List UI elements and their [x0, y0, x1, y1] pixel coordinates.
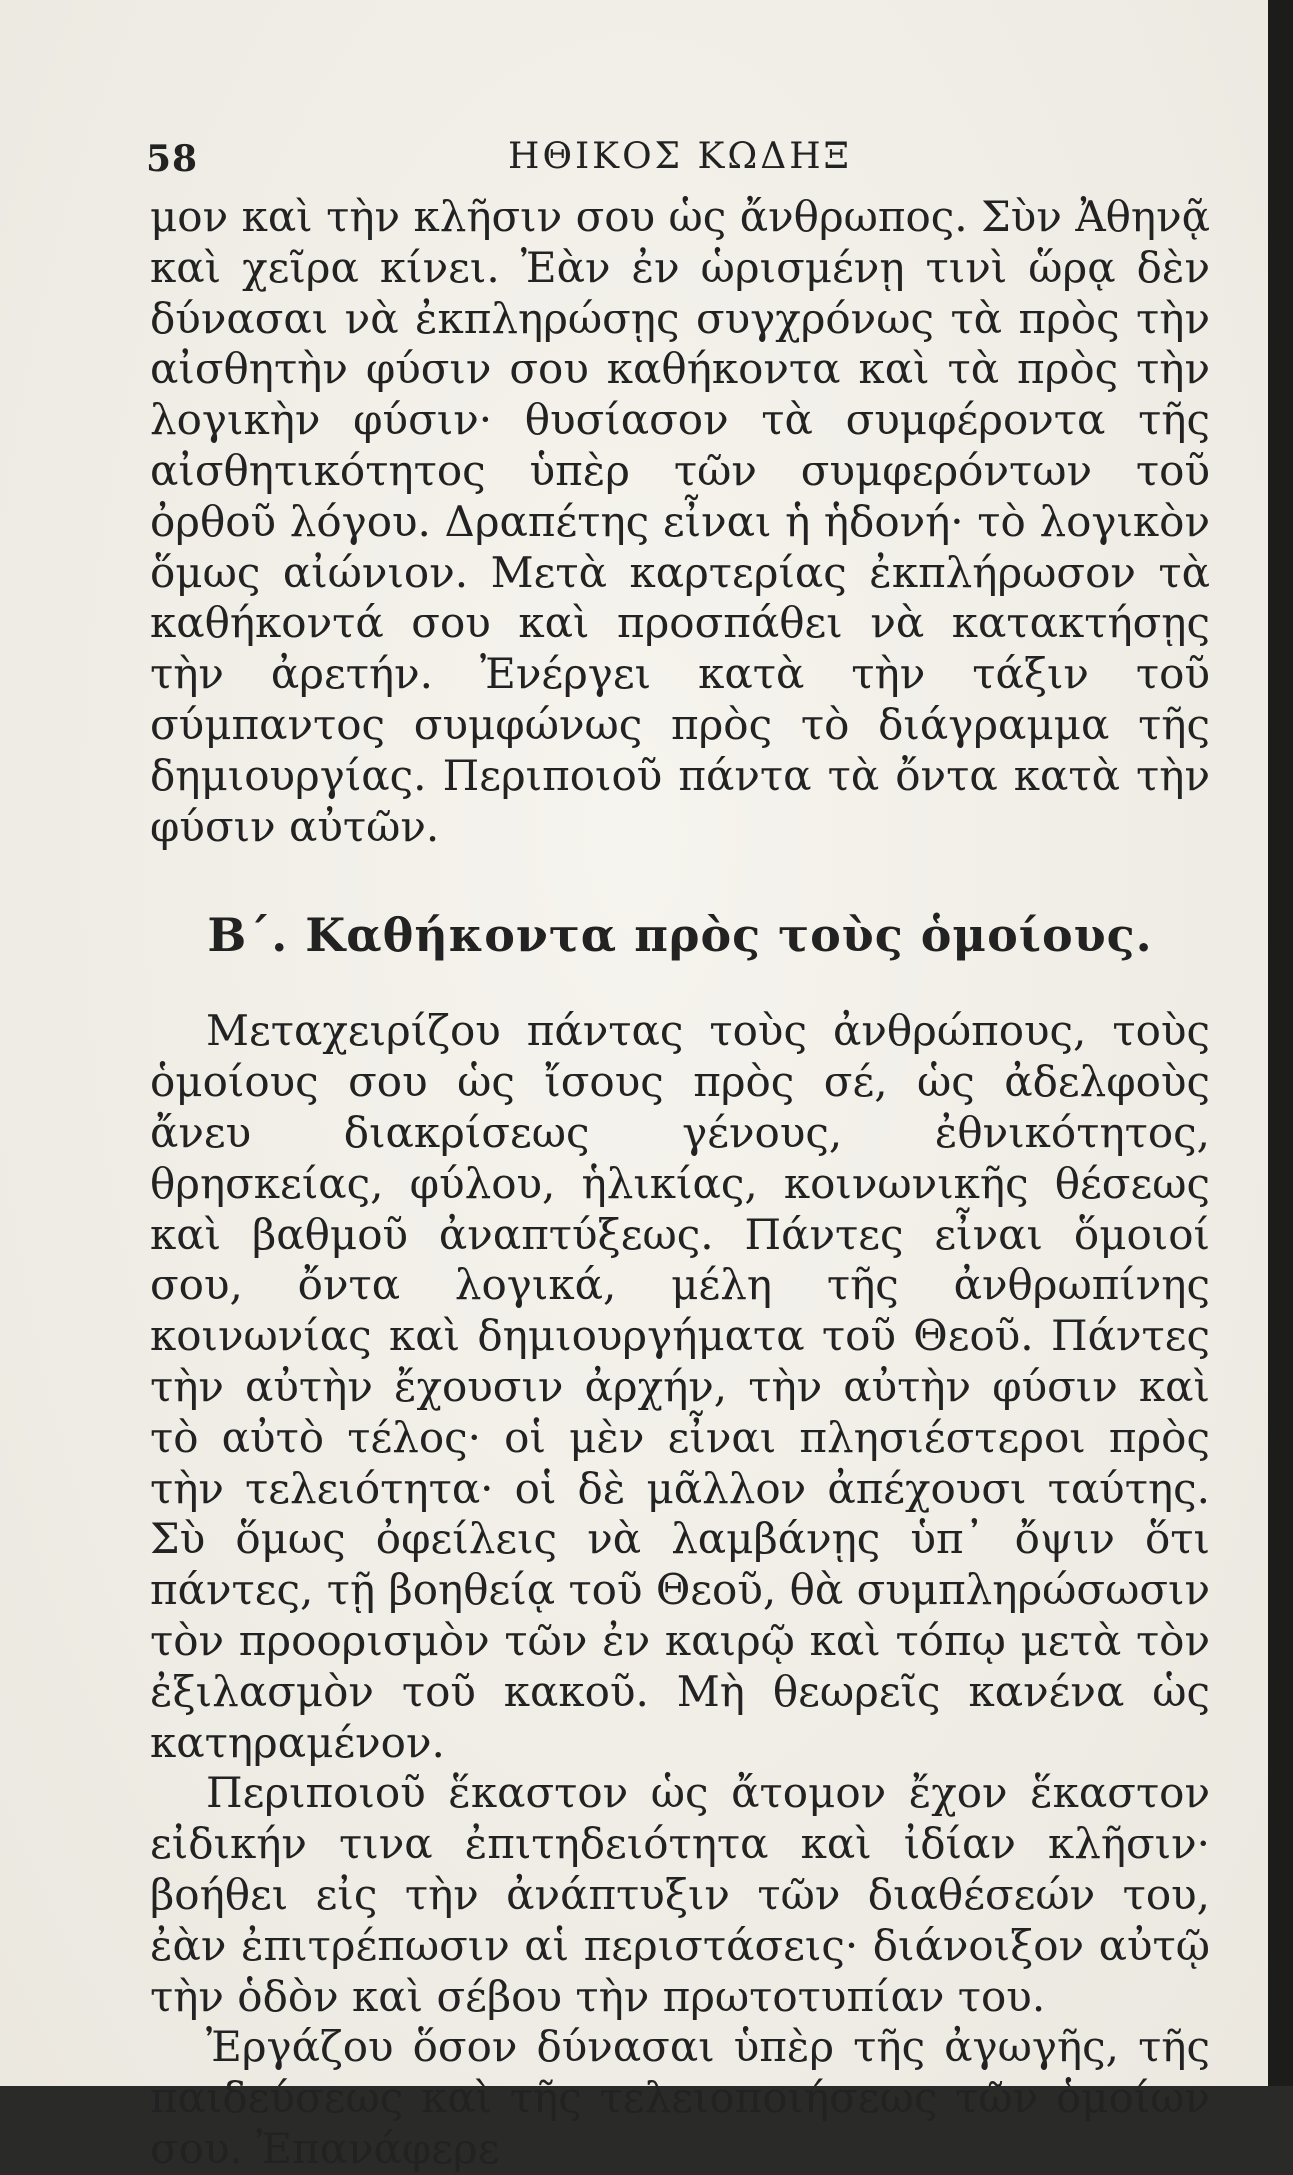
paragraph: Μεταχειρίζου πάντας τοὺς ἀνθρώπους, τοὺς ὁμοίους σου ὡς ἴσους πρὸς σέ, ὡς ἀδελφοὺς ἄνευ διακρίσεως γένους, ἐθνικότητος, θρησκείας, φύλου, ἡλικίας, κοινωνικῆς θέσεως καὶ βαθμοῦ ἀναπτύξεως. Πάντες εἶναι ὅμοιοί σου, ὄντα λογικά, μέλη τῆς ἀνθρωπίνης κοινωνίας καὶ δημιουργήματα τοῦ Θεοῦ. Πάντες τὴν αὐτὴν ἔχουσιν ἀρχήν, τὴν αὐτὴν φύσιν καὶ τὸ αὐτὸ τέλος· οἱ μὲν εἶναι πλησιέστεροι πρὸς τὴν τελειότητα· οἱ δὲ μᾶλλον ἀπέχουσι ταύτης. Σὺ ὅμως ὀφείλεις νὰ λαμβάνῃς ὑπ᾽ ὄψιν ὅτι πάντες, τῇ βοηθείᾳ τοῦ Θεοῦ, θὰ συμπληρώσωσιν τὸν προορισμὸν τῶν ἐν καιρῷ καὶ τόπῳ μετὰ τὸν ἐξιλασμὸν τοῦ κακοῦ. Μὴ θεωρεῖς κανένα ὡς κατηραμένον.: [150, 1006, 1210, 1767]
page-content: [146, 130, 1210, 2175]
paragraph: Περιποιοῦ ἕκαστον ὡς ἄτομον ἔχον ἕκαστον εἰδικήν τινα ἐπιτηδειότητα καὶ ἰδίαν κλῆσιν· βοήθει εἰς τὴν ἀνάπτυξιν τῶν διαθέσεών του, ἐὰν ἐπιτρέπωσιν αἱ περιστάσεις· διάνοιξον αὐτῷ τὴν ὁδὸν καὶ σέβου τὴν πρωτοτυπίαν του.: [150, 1768, 1210, 2021]
running-title: ΗΘΙΚΟΣ ΚΩΔΗΞ: [508, 136, 852, 177]
paragraph: Ἐργάζου ὅσον δύνασαι ὑπὲρ τῆς ἀγωγῆς, τῆς παιδεύσεως καὶ τῆς τελειοποιήσεως τῶν ὁμοίων σου. Ἐπανάφερε: [150, 2022, 1210, 2173]
section-heading: Β΄. Καθήκοντα πρὸς τοὺς ὁμοίους.: [207, 908, 1153, 963]
book-spine-shadow: [1268, 0, 1293, 2086]
page-number: 58: [146, 138, 199, 180]
running-head: [146, 130, 1210, 190]
paragraph-continuation: μον καὶ τὴν κλῆσιν σου ὡς ἄνθρωπος. Σὺν Ἀθηνᾷ καὶ χεῖρα κίνει. Ἐὰν ἐν ὡρισμένῃ τινὶ ὥρᾳ δὲν δύνασαι νὰ ἐκπληρώσῃς συγχρόνως τὰ πρὸς τὴν αἰσθητὴν φύσιν σου καθήκοντα καὶ τὰ πρὸς τὴν λογικὴν φύσιν· θυσίασον τὰ συμφέροντα τῆς αἰσθητικότητος ὑπὲρ τῶν συμφερόντων τοῦ ὀρθοῦ λόγου. Δραπέτης εἶναι ἡ ἡδονή· τὸ λογικὸν ὅμως αἰώνιον. Μετὰ καρτερίας ἐκπλήρωσον τὰ καθήκοντά σου καὶ προσπάθει νὰ κατακτήσῃς τὴν ἀρετήν. Ἐνέργει κατὰ τὴν τάξιν τοῦ σύμπαντος συμφώνως πρὸς τὸ διάγραμμα τῆς δημιουργίας. Περιποιοῦ πάντα τὰ ὄντα κατὰ τὴν φύσιν αὐτῶν.: [150, 192, 1210, 851]
